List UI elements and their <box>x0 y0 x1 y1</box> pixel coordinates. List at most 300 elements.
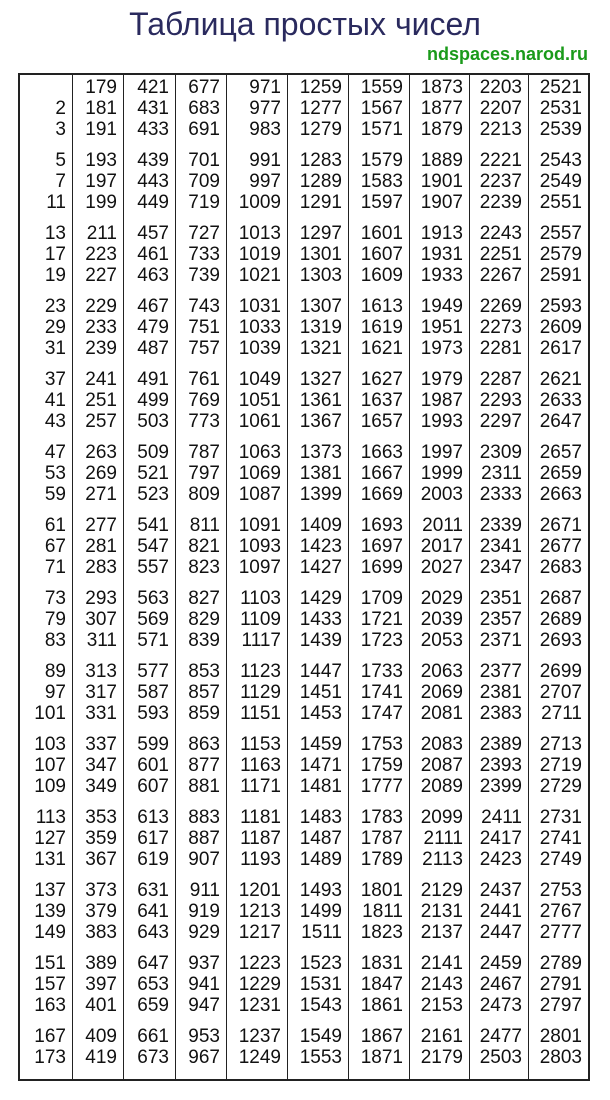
number-group <box>528 515 588 581</box>
prime-number: 191 <box>85 119 117 140</box>
prime-number: 1277 <box>299 98 342 119</box>
prime-number: 337 <box>85 734 117 755</box>
number-group <box>226 734 287 800</box>
prime-number: 2203 <box>479 77 522 98</box>
prime-number: 1319 <box>299 317 342 338</box>
prime-number: 239 <box>85 338 117 359</box>
prime-number: 443 <box>137 171 169 192</box>
prime-number: 701 <box>188 150 220 171</box>
prime-number: 2731 <box>539 807 582 828</box>
prime-number: 2671 <box>539 515 582 536</box>
prime-number: 1103 <box>240 588 281 609</box>
prime-number: 761 <box>188 369 220 390</box>
prime-number: 1327 <box>299 369 342 390</box>
prime-number: 2593 <box>539 296 582 317</box>
prime-number: 809 <box>188 484 220 505</box>
prime-number: 353 <box>85 807 117 828</box>
prime-number: 1021 <box>238 265 281 286</box>
number-group <box>123 150 175 216</box>
prime-number: 37 <box>44 369 66 390</box>
prime-number: 2441 <box>479 901 522 922</box>
number-group <box>20 442 72 508</box>
number-group <box>20 734 72 800</box>
prime-number: 587 <box>137 682 169 703</box>
prime-number: 769 <box>188 390 220 411</box>
prime-number: 283 <box>85 557 117 578</box>
prime-number: 397 <box>85 974 117 995</box>
prime-number: 1129 <box>240 682 281 703</box>
prime-number: 647 <box>137 953 169 974</box>
prime-number: 367 <box>85 849 117 870</box>
prime-number: 2551 <box>539 192 582 213</box>
prime-number: 1303 <box>299 265 342 286</box>
prime-number: 2383 <box>479 703 522 724</box>
prime-number: 89 <box>44 661 66 682</box>
column-divider <box>528 75 529 1079</box>
prime-number: 2251 <box>479 244 522 265</box>
prime-number: 2647 <box>539 411 582 432</box>
prime-number: 2081 <box>420 703 463 724</box>
prime-number: 2539 <box>539 119 582 140</box>
column-divider <box>175 75 176 1079</box>
prime-number: 1667 <box>360 463 403 484</box>
prime-number: 2341 <box>479 536 522 557</box>
prime-number: 2657 <box>539 442 582 463</box>
prime-number: 2791 <box>539 974 582 995</box>
prime-number: 1367 <box>299 411 342 432</box>
column-divider <box>409 75 410 1079</box>
number-group <box>528 880 588 946</box>
prime-number: 757 <box>188 338 220 359</box>
prime-number: 839 <box>188 630 220 651</box>
prime-number: 2111 <box>423 828 463 849</box>
prime-number: 2267 <box>479 265 522 286</box>
prime-number: 1721 <box>360 609 403 630</box>
prime-number: 947 <box>188 995 220 1016</box>
prime-number: 1453 <box>299 703 342 724</box>
number-group <box>20 515 72 581</box>
column-divider <box>123 75 124 1079</box>
prime-number: 1439 <box>299 630 342 651</box>
number-group <box>287 296 348 362</box>
prime-number: 823 <box>188 557 220 578</box>
number-group <box>348 880 409 946</box>
prime-number: 31 <box>44 338 66 359</box>
number-group <box>409 588 469 654</box>
prime-number: 197 <box>85 171 117 192</box>
prime-number: 2689 <box>539 609 582 630</box>
prime-number: 2543 <box>539 150 582 171</box>
prime-number: 1259 <box>299 77 342 98</box>
number-group <box>469 369 528 435</box>
prime-number: 281 <box>85 536 117 557</box>
prime-number: 17 <box>44 244 66 265</box>
prime-number: 1559 <box>360 77 403 98</box>
prime-number: 1483 <box>299 807 342 828</box>
prime-number: 1997 <box>420 442 463 463</box>
prime-number: 1723 <box>360 630 403 651</box>
prime-number: 173 <box>34 1047 66 1068</box>
prime-number: 103 <box>34 734 66 755</box>
number-group <box>409 77 469 143</box>
number-group <box>409 807 469 873</box>
prime-number: 971 <box>249 77 281 98</box>
prime-number: 2467 <box>479 974 522 995</box>
prime-number: 331 <box>85 703 117 724</box>
number-group <box>287 661 348 727</box>
number-group <box>348 734 409 800</box>
page-title: Таблица простых чисел <box>129 6 481 42</box>
prime-number: 1409 <box>299 515 342 536</box>
prime-number: 97 <box>44 682 66 703</box>
number-group <box>123 734 175 800</box>
prime-number: 67 <box>44 536 66 557</box>
prime-number: 1289 <box>299 171 342 192</box>
prime-number: 1063 <box>238 442 281 463</box>
prime-number: 263 <box>85 442 117 463</box>
number-group <box>175 77 226 143</box>
prime-number: 641 <box>137 901 169 922</box>
number-group <box>528 1026 588 1092</box>
number-group <box>72 588 123 654</box>
prime-number: 257 <box>85 411 117 432</box>
prime-number: 479 <box>137 317 169 338</box>
prime-number: 83 <box>44 630 66 651</box>
prime-number: 1759 <box>360 755 403 776</box>
prime-number: 2293 <box>479 390 522 411</box>
prime-number: 2039 <box>420 609 463 630</box>
prime-number: 223 <box>85 244 117 265</box>
number-group <box>72 442 123 508</box>
prime-number: 199 <box>85 192 117 213</box>
prime-number: 467 <box>137 296 169 317</box>
prime-number: 1451 <box>299 682 342 703</box>
prime-number: 743 <box>188 296 220 317</box>
prime-number: 41 <box>44 390 66 411</box>
prime-number: 2113 <box>422 849 463 870</box>
prime-number: 2137 <box>420 922 463 943</box>
prime-number: 313 <box>85 661 117 682</box>
prime-number: 2017 <box>420 536 463 557</box>
number-group <box>72 296 123 362</box>
number-group <box>528 953 588 1019</box>
prime-number: 997 <box>249 171 281 192</box>
prime-number: 2477 <box>479 1026 522 1047</box>
prime-number: 1433 <box>299 609 342 630</box>
prime-number: 1619 <box>360 317 403 338</box>
prime-number: 1913 <box>420 223 463 244</box>
prime-number: 2789 <box>539 953 582 974</box>
prime-number: 1213 <box>238 901 281 922</box>
prime-number: 109 <box>34 776 66 797</box>
prime-number: 463 <box>137 265 169 286</box>
prime-number: 739 <box>188 265 220 286</box>
number-group <box>409 953 469 1019</box>
prime-number: 2579 <box>539 244 582 265</box>
prime-number: 2663 <box>539 484 582 505</box>
number-group <box>123 1026 175 1092</box>
prime-number: 1621 <box>360 338 403 359</box>
prime-number: 23 <box>44 296 66 317</box>
prime-number: 1663 <box>360 442 403 463</box>
prime-number: 2549 <box>539 171 582 192</box>
prime-number: 1979 <box>420 369 463 390</box>
prime-number: 1949 <box>420 296 463 317</box>
prime-number: 2003 <box>420 484 463 505</box>
prime-number: 1873 <box>420 77 463 98</box>
number-group <box>226 661 287 727</box>
number-group <box>123 807 175 873</box>
prime-number: 2693 <box>539 630 582 651</box>
number-group <box>409 223 469 289</box>
prime-number: 2683 <box>539 557 582 578</box>
prime-number: 1381 <box>299 463 342 484</box>
prime-number: 53 <box>44 463 66 484</box>
prime-number: 2423 <box>479 849 522 870</box>
prime-number: 1117 <box>241 630 281 651</box>
prime-number: 1741 <box>360 682 403 703</box>
prime-number: 181 <box>85 98 117 119</box>
prime-number: 1423 <box>299 536 342 557</box>
prime-number: 1097 <box>238 557 281 578</box>
prime-number: 2381 <box>479 682 522 703</box>
prime-number: 571 <box>137 630 169 651</box>
prime-number: 1321 <box>299 338 342 359</box>
prime-number: 11 <box>46 192 66 213</box>
prime-number: 241 <box>85 369 117 390</box>
prime-number: 1549 <box>299 1026 342 1047</box>
prime-number: 2609 <box>539 317 582 338</box>
number-group <box>20 880 72 946</box>
prime-number: 1823 <box>360 922 403 943</box>
prime-number: 59 <box>44 484 66 505</box>
prime-number: 1373 <box>299 442 342 463</box>
number-group <box>469 880 528 946</box>
prime-number: 73 <box>44 588 66 609</box>
prime-number: 523 <box>137 484 169 505</box>
prime-number: 2729 <box>539 776 582 797</box>
prime-number: 163 <box>34 995 66 1016</box>
prime-number: 1627 <box>360 369 403 390</box>
prime-number: 853 <box>188 661 220 682</box>
prime-number: 1553 <box>299 1047 342 1068</box>
prime-number: 1153 <box>240 734 281 755</box>
prime-number: 1489 <box>299 849 342 870</box>
prime-number: 1201 <box>238 880 281 901</box>
prime-number: 2447 <box>479 922 522 943</box>
prime-number: 1999 <box>420 463 463 484</box>
prime-number: 251 <box>85 390 117 411</box>
prime-number: 2083 <box>420 734 463 755</box>
prime-number: 2713 <box>539 734 582 755</box>
number-group <box>123 223 175 289</box>
prime-number: 857 <box>188 682 220 703</box>
number-group <box>348 515 409 581</box>
number-group <box>123 880 175 946</box>
prime-number: 293 <box>85 588 117 609</box>
prime-number: 1123 <box>240 661 281 682</box>
number-group <box>226 515 287 581</box>
prime-number: 1699 <box>360 557 403 578</box>
prime-number: 691 <box>188 119 220 140</box>
prime-number: 1487 <box>299 828 342 849</box>
number-group <box>287 734 348 800</box>
prime-number: 2741 <box>539 828 582 849</box>
number-group <box>528 807 588 873</box>
prime-number: 1093 <box>238 536 281 557</box>
prime-number: 419 <box>85 1047 117 1068</box>
number-group <box>226 807 287 873</box>
prime-number: 1907 <box>420 192 463 213</box>
prime-number: 389 <box>85 953 117 974</box>
prime-number: 359 <box>85 828 117 849</box>
number-group <box>409 442 469 508</box>
number-group <box>175 734 226 800</box>
prime-number: 2521 <box>539 77 582 98</box>
prime-number: 547 <box>137 536 169 557</box>
prime-number: 311 <box>86 630 117 651</box>
number-group <box>409 880 469 946</box>
prime-number: 599 <box>137 734 169 755</box>
number-group <box>226 150 287 216</box>
number-group <box>469 734 528 800</box>
prime-number: 1091 <box>238 515 281 536</box>
number-group <box>175 661 226 727</box>
prime-number: 617 <box>137 828 169 849</box>
prime-number: 719 <box>188 192 220 213</box>
column-divider <box>348 75 349 1079</box>
prime-number: 521 <box>137 463 169 484</box>
prime-number: 307 <box>85 609 117 630</box>
number-group <box>287 442 348 508</box>
prime-number: 1657 <box>360 411 403 432</box>
prime-number: 2053 <box>420 630 463 651</box>
number-group <box>72 661 123 727</box>
prime-number: 709 <box>188 171 220 192</box>
number-group <box>20 369 72 435</box>
prime-number: 2753 <box>539 880 582 901</box>
prime-number: 107 <box>34 755 66 776</box>
prime-number: 1993 <box>420 411 463 432</box>
prime-number: 1709 <box>360 588 403 609</box>
prime-number: 1607 <box>360 244 403 265</box>
prime-number: 2719 <box>539 755 582 776</box>
prime-number: 907 <box>188 849 220 870</box>
prime-number: 1447 <box>299 661 342 682</box>
prime-number: 227 <box>85 265 117 286</box>
number-group <box>409 296 469 362</box>
prime-number: 787 <box>188 442 220 463</box>
prime-number: 2131 <box>420 901 463 922</box>
prime-number: 2297 <box>479 411 522 432</box>
prime-number: 1733 <box>360 661 403 682</box>
number-group <box>528 296 588 362</box>
number-group <box>175 369 226 435</box>
column-divider <box>469 75 470 1079</box>
number-group <box>20 150 72 216</box>
number-group <box>528 442 588 508</box>
number-group <box>287 515 348 581</box>
prime-number: 1693 <box>360 515 403 536</box>
prime-number: 827 <box>188 588 220 609</box>
prime-number: 1777 <box>360 776 403 797</box>
number-group <box>528 77 588 143</box>
prime-number: 941 <box>188 974 220 995</box>
number-group <box>287 880 348 946</box>
number-group <box>348 953 409 1019</box>
prime-number: 1069 <box>238 463 281 484</box>
prime-number: 2417 <box>479 828 522 849</box>
prime-number: 1861 <box>360 995 403 1016</box>
number-group <box>20 77 72 143</box>
prime-number: 953 <box>188 1026 220 1047</box>
prime-number: 1399 <box>299 484 342 505</box>
prime-number: 937 <box>188 953 220 974</box>
number-group <box>72 807 123 873</box>
prime-number: 1193 <box>240 849 281 870</box>
prime-number: 2069 <box>420 682 463 703</box>
number-group <box>287 1026 348 1092</box>
number-group <box>72 880 123 946</box>
prime-number: 2161 <box>420 1026 463 1047</box>
prime-number: 1231 <box>238 995 281 1016</box>
column-divider <box>287 75 288 1079</box>
number-group <box>123 515 175 581</box>
prime-number: 43 <box>44 411 66 432</box>
prime-number: 619 <box>137 849 169 870</box>
prime-number: 877 <box>188 755 220 776</box>
prime-number: 2347 <box>479 557 522 578</box>
prime-number: 2089 <box>420 776 463 797</box>
prime-number: 1669 <box>360 484 403 505</box>
number-group <box>72 1026 123 1092</box>
prime-number: 607 <box>137 776 169 797</box>
prime-number: 1151 <box>240 703 281 724</box>
prime-number: 1787 <box>360 828 403 849</box>
number-group <box>348 223 409 289</box>
number-group <box>348 807 409 873</box>
prime-number: 1109 <box>240 609 281 630</box>
prime-number: 653 <box>137 974 169 995</box>
prime-number: 727 <box>188 223 220 244</box>
prime-number: 1031 <box>238 296 281 317</box>
number-group <box>348 588 409 654</box>
prime-number: 409 <box>85 1026 117 1047</box>
prime-number: 2399 <box>479 776 522 797</box>
number-group <box>226 953 287 1019</box>
prime-number: 1951 <box>420 317 463 338</box>
prime-number: 211 <box>86 223 117 244</box>
prime-number: 5 <box>55 150 66 171</box>
prime-number: 2687 <box>539 588 582 609</box>
prime-number: 19 <box>44 265 66 286</box>
prime-number: 449 <box>137 192 169 213</box>
number-group <box>72 77 123 143</box>
number-group <box>175 442 226 508</box>
prime-number: 2027 <box>420 557 463 578</box>
prime-number: 1901 <box>420 171 463 192</box>
prime-number: 887 <box>188 828 220 849</box>
number-group <box>528 150 588 216</box>
prime-number: 137 <box>34 880 66 901</box>
prime-number: 271 <box>85 484 117 505</box>
prime-number: 2617 <box>539 338 582 359</box>
prime-number: 2803 <box>539 1047 582 1068</box>
prime-number: 1301 <box>299 244 342 265</box>
prime-number: 499 <box>137 390 169 411</box>
number-group <box>175 1026 226 1092</box>
prime-number: 2179 <box>420 1047 463 1068</box>
